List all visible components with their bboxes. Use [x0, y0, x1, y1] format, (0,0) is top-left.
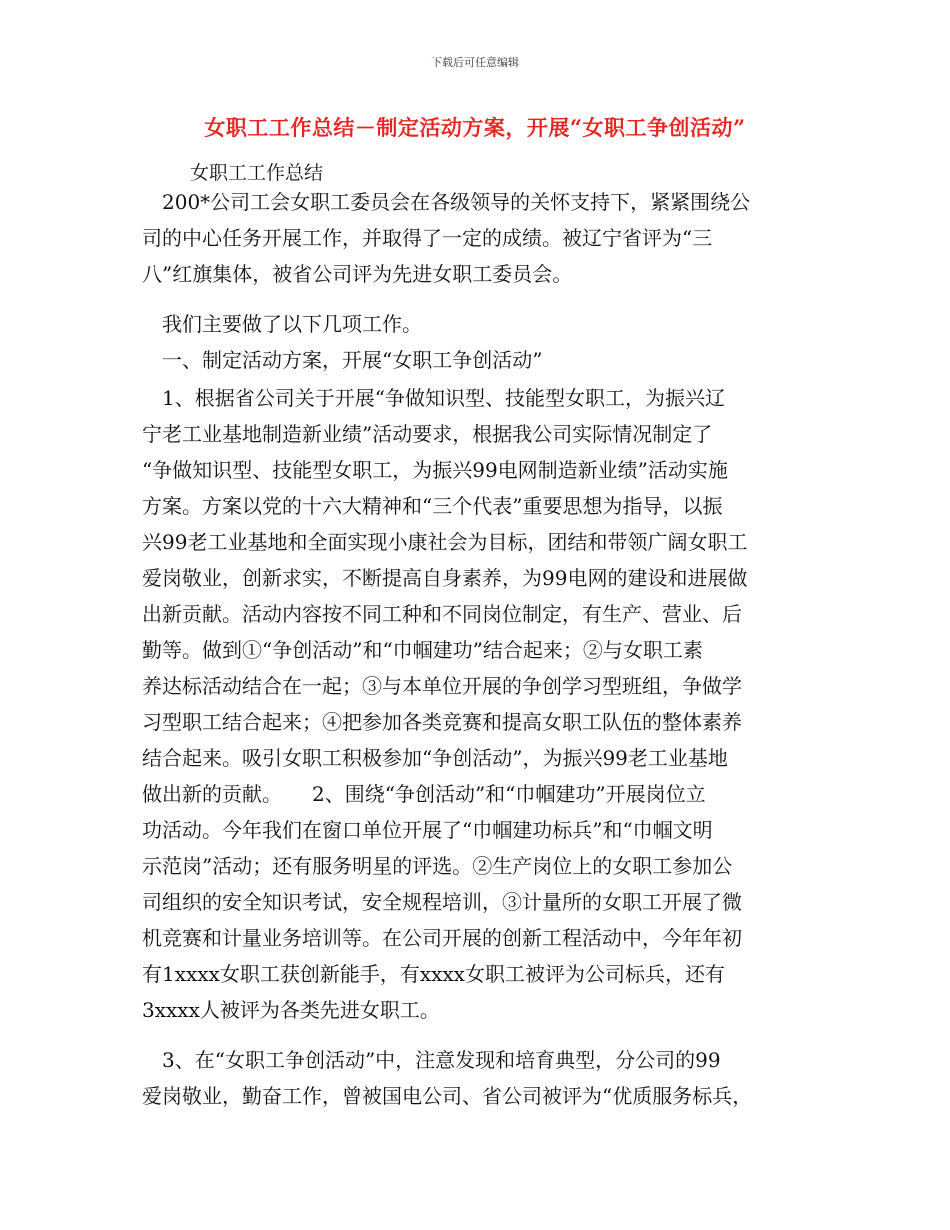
- text-line: 有1xxxx女职工获创新能手，有xxxx女职工被评为公司标兵，还有: [142, 962, 725, 986]
- text-line: “争做知识型、技能型女职工，为振兴99电网制造新业绩”活动实施: [142, 458, 728, 482]
- text-line: 爱岗敬业，创新求实，不断提高自身素养，为99电网的建设和进展做: [142, 566, 748, 590]
- text-line: 勤等。做到①“争创活动”和“巾帼建功”结合起来；②与女职工素: [142, 638, 703, 662]
- text-line: 兴99老工业基地和全面实现小康社会为目标，团结和带领广阔女职工: [142, 530, 748, 554]
- text-line: 养达标活动结合在一起；③与本单位开展的争创学习型班组，争做学: [142, 674, 742, 698]
- text-line: 做出新的贡献。 2、围绕“争创活动”和“巾帼建功”开展岗位立: [142, 782, 706, 806]
- text-line: 1、根据省公司关于开展“争做知识型、技能型女职工，为振兴辽: [142, 386, 725, 410]
- text-line: 机竞赛和计量业务培训等。在公司开展的创新工程活动中，今年年初: [142, 926, 742, 950]
- text-line: 方案。方案以党的十六大精神和“三个代表”重要思想为指导，以振: [142, 494, 723, 518]
- document-title: 女职工工作总结－制定活动方案，开展“女职工争创活动”: [204, 115, 746, 140]
- text-line: 3、在“女职工争创活动”中，注意发现和培育典型，分公司的99: [142, 1048, 721, 1072]
- text-line: 结合起来。吸引女职工积极参加“争创活动”，为振兴99老工业基地: [142, 746, 728, 770]
- document-subtitle: 女职工工作总结: [190, 162, 324, 184]
- text-line: 3xxxx人被评为各类先进女职工。: [142, 998, 440, 1022]
- text-line: 200*公司工会女职工委员会在各级领导的关怀支持下，紧紧围绕公: [142, 190, 751, 214]
- text-line: 宁老工业基地制造新业绩”活动要求，根据我公司实际情况制定了: [142, 422, 713, 446]
- text-line: 一、制定活动方案，开展“女职工争创活动”: [142, 348, 543, 372]
- text-line: 习型职工结合起来；④把参加各类竞赛和提高女职工队伍的整体素养: [142, 710, 742, 734]
- text-line: 功活动。今年我们在窗口单位开展了“巾帼建功标兵”和“巾帼文明: [142, 818, 713, 842]
- text-line: 我们主要做了以下几项工作。: [142, 312, 422, 336]
- text-line: 示范岗”活动；还有服务明星的评选。②生产岗位上的女职工参加公: [142, 854, 733, 878]
- text-line: 八”红旗集体，被省公司评为先进女职工委员会。: [142, 262, 573, 286]
- text-line: 爱岗敬业，勤奋工作，曾被国电公司、省公司被评为“优质服务标兵，: [142, 1084, 753, 1108]
- header-note: 下载后可任意编辑: [431, 56, 519, 69]
- text-line: 司的中心任务开展工作，并取得了一定的成绩。被辽宁省评为“三: [142, 226, 713, 250]
- text-line: 出新贡献。活动内容按不同工种和不同岗位制定，有生产、营业、后: [142, 602, 742, 626]
- text-line: 司组织的安全知识考试，安全规程培训，③计量所的女职工开展了微: [142, 890, 742, 914]
